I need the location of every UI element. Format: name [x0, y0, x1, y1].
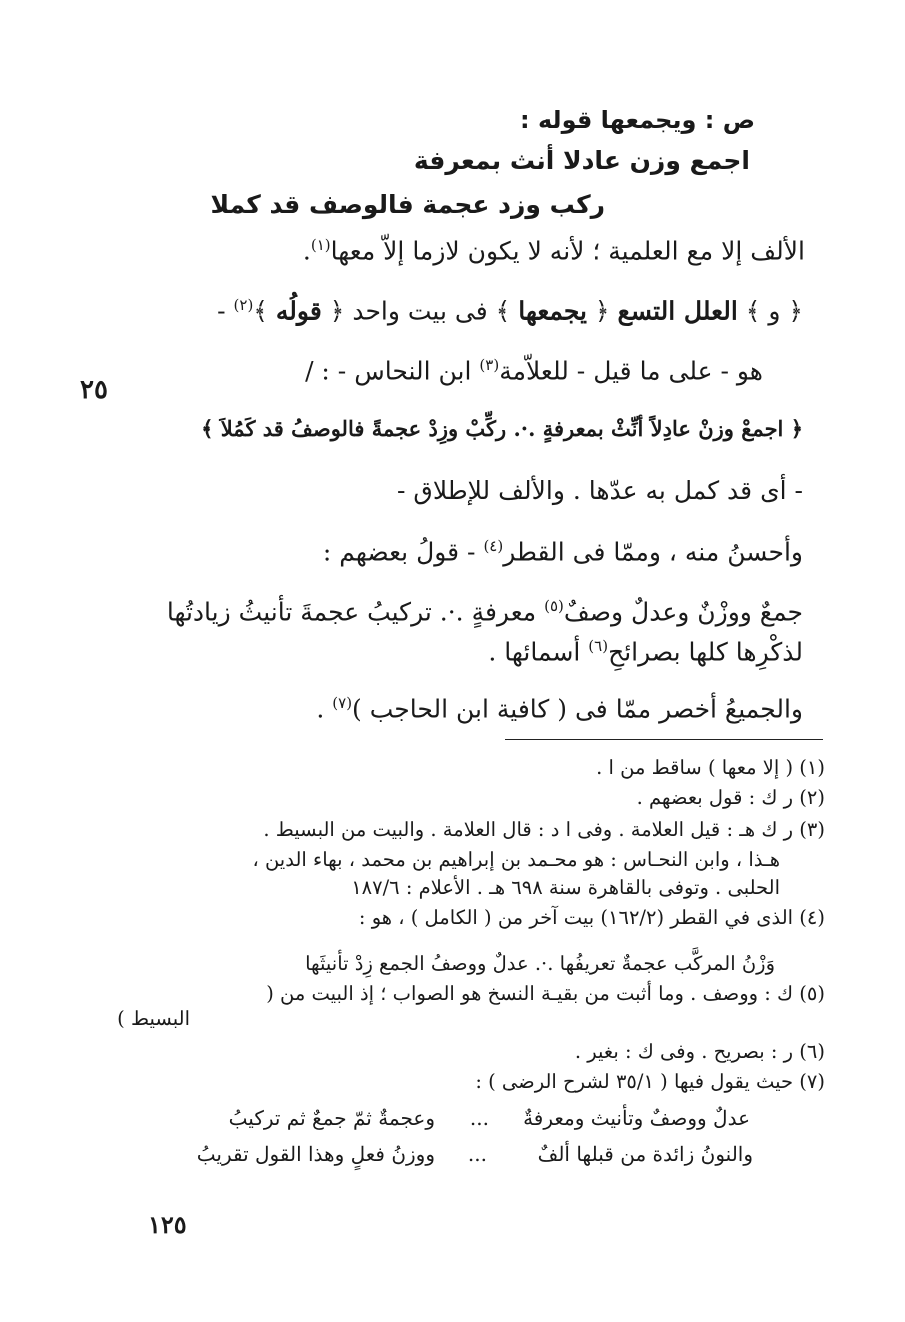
matn-intro: ص : ويجمعها قوله : [520, 106, 755, 134]
footnote-ref-7[interactable]: (٧) [332, 694, 353, 712]
footnote-1: (١) ( إلا معها ) ساقط من ا . [596, 756, 825, 779]
paragraph-9 [316, 694, 803, 723]
paragraph-1 [303, 236, 805, 265]
footnote-ref-2[interactable]: (٢) [233, 296, 254, 314]
paragraph-3-text: هو - على ما قيل - للعلاّمة [499, 356, 763, 386]
matn-verse-line-2: ركب وزد عجمة فالوصف قد كملا [210, 190, 605, 219]
paragraph-1-end: . [302, 236, 311, 266]
footnote-ref-5[interactable]: (٥) [544, 597, 564, 615]
footnote-ref-3[interactable]: (٣) [479, 356, 500, 374]
footnote-5-line-2: البسيط ) [117, 1007, 190, 1030]
p2-bracket-close: ﴾ [253, 296, 276, 326]
paragraph-8-end: أسمائها . [488, 637, 589, 667]
matn-verse-line-1: اجمع وزن عادلا أنث بمعرفة [413, 146, 750, 175]
footnote-7-verse-2-b: ووزنُ فعلٍ وهذا القول تقريبُ [196, 1142, 435, 1166]
footnote-5: (٥) ك : ووصف . وما أثبت من بقيـة النسخ هو الصواب ؛ إذ البيت من ( [266, 982, 825, 1005]
footnote-7: (٧) حيث يقول فيها ( ٣٥/١ لشرح الرضى ) : [475, 1070, 825, 1093]
p2-term-qawluhu: قولُه [275, 296, 322, 326]
paragraph-3 [305, 356, 763, 385]
quoted-verse: ﴿ اجمعْ وزنْ عادِلاً أنِّثْ بمعرفةٍ .·. ركِّبْ وزِدْ عجمةً فالوصفُ قد كَمُلاَ ﴾ [201, 416, 803, 441]
page-number: ١٢٥ [148, 1210, 187, 1239]
p2-text-mid: ﴾ فى بيت واحد ﴿ [321, 296, 519, 326]
paragraph-6-end: - قولُ بعضهم : [322, 537, 484, 567]
footnote-3-line-3: الحلبى . وتوفى بالقاهرة سنة ٦٩٨ هـ . الأعلام : ١٨٧/٦ [351, 876, 780, 899]
paragraph-9-text: والجميعُ أخصر ممّا فى ( كافية ابن الحاجب ) [352, 694, 803, 724]
verse-alt-end: معرفةٍ .·. تركيبُ عجمةَ تأنيثُ زيادتُها [166, 597, 545, 627]
paragraph-3-end: ابن النحاس - : / [305, 356, 480, 386]
p2-bracket-mid: ﴿ [586, 296, 618, 326]
footnote-ref-6[interactable]: (٦) [588, 637, 609, 655]
paragraph-8 [488, 637, 803, 666]
footnote-7-verse-1-sep: ... [469, 1106, 489, 1130]
paragraph-8-text: لذكْرِها كلها بصرائحِ [608, 637, 803, 667]
paragraph-2-end: - [217, 296, 234, 326]
footnote-4: (٤) الذى في القطر (١٦٢/٢) بيت آخر من ( الكامل ) ، هو : [358, 906, 825, 929]
footnote-separator [505, 739, 823, 740]
footnote-ref-1[interactable]: (١) [310, 236, 331, 254]
p2-term-illal: العلل التسع [617, 296, 738, 326]
paragraph-6-text: وأحسنُ منه ، وممّا فى القطر [503, 537, 803, 567]
paragraph-1-text: الألف إلا مع العلمية ؛ لأنه لا يكون لازما إلاّ معها [330, 236, 805, 266]
footnote-7-verse-2-a: والنونُ زائدة من قبلها ألفٌ [537, 1142, 753, 1166]
verse-alt-line-1 [167, 597, 803, 626]
verse-alt-text: جمعٌ ووزْنٌ وعدلٌ وصفٌ [563, 597, 803, 627]
footnote-2: (٢) ر ك : قول بعضهم . [636, 786, 825, 809]
footnote-7-verse-1-b: وعجمةٌ ثمّ جمعٌ ثم تركيبُ [228, 1106, 435, 1130]
footnote-6: (٦) ر : بصريح . وفى ك : بغير . [574, 1040, 825, 1063]
paragraph-6 [323, 537, 803, 566]
paragraph-2 [217, 296, 803, 325]
paragraph-9-end: . [316, 694, 333, 724]
margin-page-marker: ٢٥ [80, 375, 108, 405]
p2-bracket-open: ﴿ و ﴾ [737, 296, 803, 326]
footnote-ref-4[interactable]: (٤) [483, 537, 504, 555]
footnote-4-verse: وَزْنُ المركَّب عجمةٌ تعريفُها .·. عدلٌ ووصفُ الجمع زِدْ تأنيثَها [305, 952, 775, 975]
footnote-7-verse-2-sep: ... [467, 1142, 487, 1166]
p2-term-yajmaouha: يجمعها [518, 296, 587, 326]
footnote-3: (٣) ر ك هـ : قيل العلامة . وفى ا د : قال العلامة . والبيت من البسيط . [263, 818, 825, 841]
paragraph-5: - أى قد كمل به عدّها . والألف للإطلاق - [397, 476, 803, 505]
footnote-3-line-2: هـذا ، وابن النحـاس : هو محـمد بن إبراهيم بن محمد ، بهاء الدين ، [252, 848, 780, 871]
footnote-7-verse-1-a: عدلٌ ووصفٌ وتأنيث ومعرفةٌ [523, 1106, 750, 1130]
